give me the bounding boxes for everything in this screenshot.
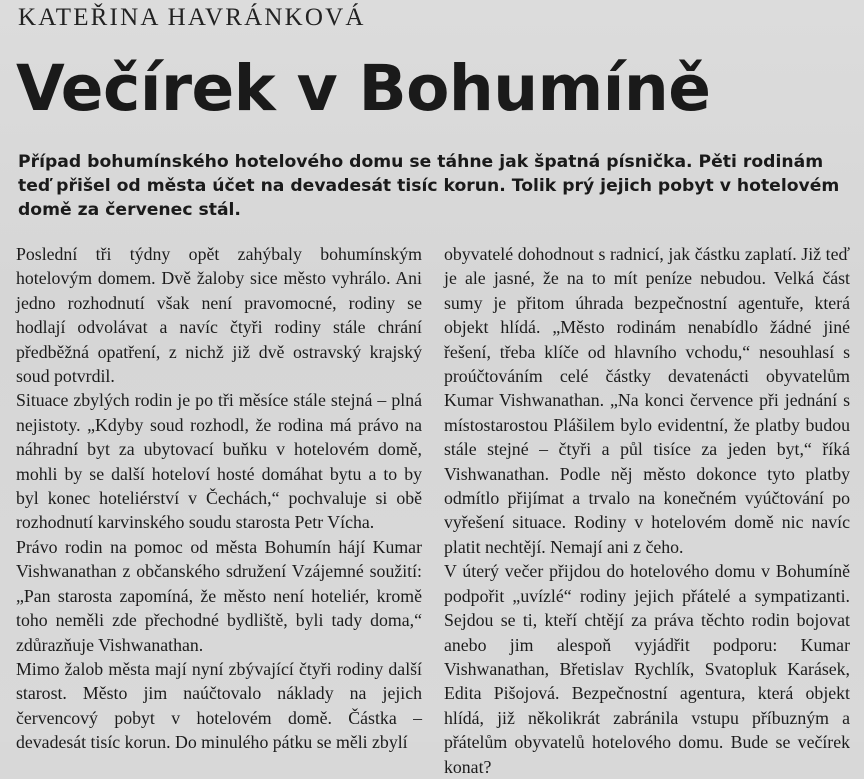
body-column-left: [16, 242, 422, 755]
body-column-right: [444, 242, 850, 779]
article-headline: Večírek v Bohumíně: [16, 52, 711, 125]
paragraph: Mimo žalob města mají nyní zbývající čtyři rodiny další starost. Město jim naúčtovalo náklady na jejich červencový pobyt v hotelovém domě. Částka – devadesát tisíc korun. Do minulého pátku se měli zbylí: [16, 658, 422, 753]
author-byline: KATEŘINA HAVRÁNKOVÁ: [18, 4, 366, 31]
paragraph: V úterý večer přijdou do hotelového domu v Bohumíně podpořit „uvízlé“ rodiny jejich přátelé a sympatizanti. Sejdou se ti, kteří chtějí za práva těchto rodin bojovat anebo jim alespoň vyjádřit podporu: Kumar Vishwanathan, Břetislav Rychlík, Svatopluk Karásek, Edita Pišojová. Bezpečnostní agentura, která objekt hlídá, již několikrát zabránila vstupu příbuzným a přátelům obyvatelů hotelového domu. Bude se večírek konat?: [444, 561, 850, 777]
paragraph: Poslední tři týdny opět zahýbaly bohumínským hotelovým domem. Dvě žaloby sice město vyhrálo. Ani jedno rozhodnutí však není pravomocné, rodiny se hodlají odvolávat a navíc čtyři rodiny stále chrání předběžná opatření, z nichž již dvě ostravský krajský soud potvrdil.: [16, 244, 422, 387]
paragraph: Situace zbylých rodin je po tři měsíce stále stejná – plná nejistoty. „Kdyby soud rozhodl, že rodina má právo na náhradní byt za ubytovací buňku v hotelovém domě, mohli by se další hoteloví hosté domáhat bytu a to by byl konec hoteliérství v Čechách,“ pochvaluje si obě rozhodnutí karvinského soudu starosta Petr Vícha.: [16, 390, 422, 533]
article-lead: Případ bohumínského hotelového domu se táhne jak špatná písnička. Pěti rodinám teď přišel od města účet na devadesát tisíc korun. Tolik prý jejich pobyt v hotelovém domě za červenec stál.: [18, 152, 840, 220]
paragraph: Právo rodin na pomoc od města Bohumín hájí Kumar Vishwanathan z občanského sdružení Vzájemné soužití: „Pan starosta zapomíná, že město není hoteliér, kromě toho neměli zde přechodné bydliště, byli tady doma,“ zdůrazňuje Vishwanathan.: [16, 536, 422, 655]
paragraph: obyvatelé dohodnout s radnicí, jak částku zaplatí. Již teď je ale jasné, že na to mít peníze nebudou. Velká část sumy je přitom úhrada bezpečnostní agentuře, která objekt hlídá. „Město rodinám nenabídlo žádné jiné řešení, třeba klíče od hlavního vchodu,“ nesouhlasí s proúčtováním celé částky devatenácti obyvatelům Kumar Vishwanathan. „Na konci července při jednání s místostarostou Plášilem bylo evidentní, že platby budou stále stejné – čtyři a půl tisíce za jeden byt,“ říká Vishwanathan. Podle něj město dokonce tyto platby odmítlo přijímat a trvalo na konečném vyúčtování po vyřešení situace. Rodiny v hotelovém domě nic navíc platit nechtějí. Nemají ani z čeho.: [444, 244, 850, 557]
column-gutter: [430, 244, 431, 734]
